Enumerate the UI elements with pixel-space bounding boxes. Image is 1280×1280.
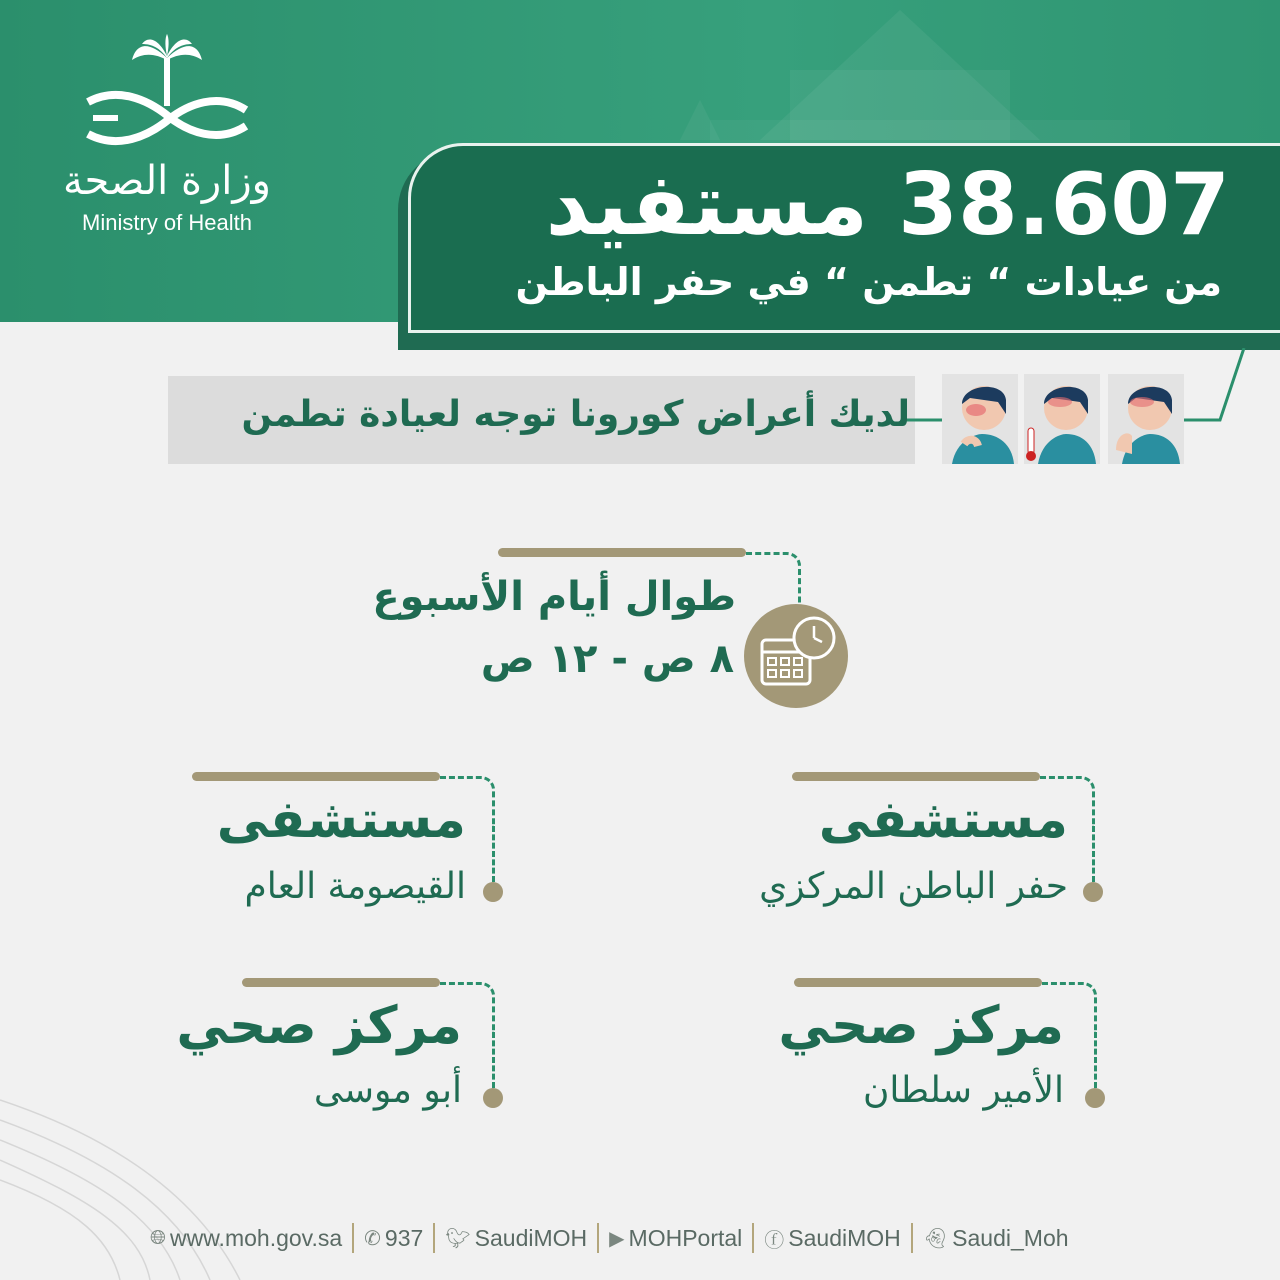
cough-icon	[1108, 374, 1184, 464]
facility-dot	[1085, 1088, 1105, 1108]
headline-connector	[1180, 348, 1260, 428]
facility-dashed-line	[1094, 1032, 1097, 1088]
headline-subtitle: من عيادات “ تطمن “ في حفر الباطن	[515, 260, 1222, 304]
phone-text: 937	[384, 1224, 424, 1251]
facility-name: القيصومة العام	[244, 866, 466, 907]
youtube-icon: ▶	[609, 1227, 625, 1250]
facility-name: الأمير سلطان	[862, 1070, 1064, 1111]
twitter-text: SaudiMOH	[474, 1224, 588, 1251]
calendar-clock-icon	[744, 604, 848, 708]
facility-dot	[483, 882, 503, 902]
logo-english-name: Ministry of Health	[82, 210, 252, 235]
footer-contacts	[140, 1220, 1140, 1256]
facility-name: أبو موسى	[313, 1070, 462, 1111]
youtube-text: MOHPortal	[628, 1224, 743, 1251]
facility-gold-bar	[192, 772, 440, 781]
facility-title: مركز صحي	[176, 996, 462, 1056]
sore-throat-icon	[942, 374, 1018, 464]
facility-dashed-line	[492, 1032, 495, 1088]
facebook-text: SaudiMOH	[788, 1224, 901, 1251]
facility-title: مركز صحي	[778, 996, 1064, 1056]
facility-title: مستشفى	[216, 790, 466, 850]
facility-dashed-line	[1092, 826, 1095, 882]
phone-icon: ✆	[364, 1227, 381, 1250]
facility-dashed-line	[492, 826, 495, 882]
schedule-hours: ٨ ص - ١٢ ص	[480, 636, 734, 682]
footer-snapchat[interactable]	[913, 1225, 1079, 1252]
facebook-icon: ⓕ	[764, 1229, 785, 1252]
website-text: www.moh.gov.sa	[170, 1224, 343, 1251]
schedule-gold-bar	[498, 548, 746, 557]
facility-gold-bar	[792, 772, 1040, 781]
beneficiaries-count: 38.607 مستفيد	[545, 155, 1230, 255]
globe-icon: 🌐︎	[150, 1226, 166, 1249]
schedule-days: طوال أيام الأسبوع	[372, 574, 736, 620]
footer-youtube[interactable]	[599, 1225, 752, 1252]
symptom-message: لديك أعراض كورونا توجه لعيادة تطمن	[241, 394, 910, 435]
twitter-icon: 🐦︎	[445, 1227, 471, 1250]
facility-gold-bar	[794, 978, 1042, 987]
schedule-dashed-connector	[746, 552, 801, 603]
symptom-connector	[905, 418, 945, 422]
snapchat-icon: 👻︎	[922, 1227, 949, 1250]
footer-phone[interactable]	[354, 1225, 433, 1252]
facility-dot	[1083, 882, 1103, 902]
logo-arabic-name: وزارة الصحة	[63, 158, 271, 204]
facility-dot	[483, 1088, 503, 1108]
snapchat-text: Saudi_Moh	[952, 1224, 1069, 1251]
facility-title: مستشفى	[818, 790, 1068, 850]
footer-facebook[interactable]	[754, 1224, 910, 1253]
facility-gold-bar	[242, 978, 440, 987]
footer-twitter[interactable]	[435, 1225, 597, 1252]
footer-website[interactable]	[140, 1225, 352, 1252]
fever-icon	[1024, 374, 1100, 464]
facility-name: حفر الباطن المركزي	[759, 866, 1068, 907]
